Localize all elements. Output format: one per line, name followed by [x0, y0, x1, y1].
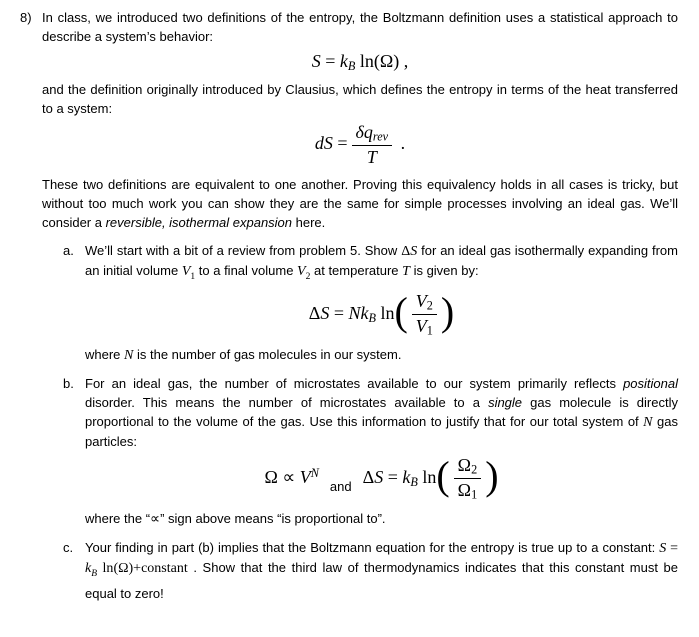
var-N: N — [643, 414, 653, 430]
part-c-text — [85, 538, 678, 603]
subscript-1: 1 — [190, 271, 196, 282]
equation — [314, 121, 406, 168]
text-run: For an ideal gas, the number of microstates available to our system primarily reflects — [85, 375, 624, 391]
delta-symbol: Δ — [308, 302, 321, 323]
text-run: is given by: — [409, 262, 479, 278]
subscript-B: B — [347, 58, 356, 73]
emphasis-single: single — [488, 394, 523, 410]
text-run: Your finding in part (b) implies that the Boltzmann equation for the entropy is true up to a constant: — [85, 540, 660, 556]
subscript-1: 1 — [471, 487, 478, 502]
delta-symbol: Δ — [401, 243, 411, 259]
var-omega: Ω — [264, 467, 278, 488]
right-paren: ) — [485, 453, 499, 499]
text-run: gas molecule is directly proportional to the volume of the gas. Use this information to justify that for our total system of — [85, 394, 678, 429]
text-run: where the “ — [85, 511, 151, 527]
left-paren: ( — [394, 288, 408, 334]
part-a-where-text — [85, 345, 678, 365]
var-S: S — [374, 467, 384, 488]
part-c — [63, 538, 678, 603]
subscript-B: B — [91, 568, 98, 579]
constant-word: constant — [141, 561, 188, 577]
fraction-denominator — [412, 315, 437, 338]
equals-sign: = — [670, 541, 678, 557]
ln-operator: ln — [102, 561, 114, 577]
part-c-body — [85, 538, 678, 603]
clausius-equation — [42, 123, 678, 168]
text-run: These two definitions are equivalent to one another. Proving this equivalency holds in all cases is tricky, but without too much work you can show they are the same for simple processes involving an ideal gas. We’ll consider a — [42, 176, 678, 230]
equation — [308, 288, 455, 338]
emphasis-reversible-isothermal: reversible, isothermal expansion — [105, 214, 293, 230]
emphasis-positional: positional — [623, 375, 678, 391]
problem-body — [42, 8, 678, 603]
trailing-period: . — [400, 133, 406, 154]
ln-operator: ln — [359, 51, 374, 71]
part-b-body — [85, 374, 678, 529]
part-b-equations — [85, 453, 678, 502]
omega-argument: (Ω) — [113, 561, 134, 577]
part-b-text — [85, 374, 678, 451]
fraction-denominator — [454, 479, 482, 502]
inline-math-V1 — [181, 263, 196, 282]
part-b-label: b. — [63, 375, 74, 391]
text-run: In class, we introduced two definitions of the entropy, the Boltzmann definition uses a statistical approach to describe a system’s behavior: — [42, 10, 678, 44]
var-NkB: Nk — [348, 302, 369, 323]
text-run: gas particles: — [85, 413, 678, 449]
equivalence-paragraph — [42, 175, 678, 232]
text-run: is the number of gas molecules in our system. — [133, 346, 402, 362]
trailing-comma: , — [403, 51, 409, 71]
superscript-N: N — [310, 466, 319, 481]
boltzmann-equation — [42, 51, 678, 73]
fraction — [352, 123, 393, 168]
equals-sign: = — [325, 51, 336, 71]
clausius-paragraph — [42, 80, 678, 118]
intro-paragraph — [42, 8, 678, 46]
text-run: ” sign above means “is proportional to”. — [160, 511, 386, 527]
var-omega: Ω — [379, 51, 394, 71]
fraction — [454, 456, 482, 502]
part-a-label: a. — [63, 242, 74, 258]
var-S: S — [659, 541, 667, 557]
var-delta-q: δq — [355, 121, 373, 142]
subscript-B: B — [410, 474, 418, 489]
var-k: k — [339, 51, 348, 71]
subscript-rev: rev — [372, 129, 389, 144]
inline-math-delta-S — [401, 244, 417, 259]
subscript-1: 1 — [426, 323, 433, 338]
text-run: where — [85, 346, 125, 362]
right-paren: ) — [440, 288, 455, 334]
text-run: at temperature — [310, 262, 403, 278]
problem-number: 8) — [20, 10, 32, 25]
text-run: disorder. This means the number of microstates available to a — [85, 394, 489, 410]
text-run: for an ideal gas isothermally expanding from an initial volume — [85, 242, 678, 278]
var-V: V — [415, 290, 427, 311]
equals-sign: = — [337, 133, 348, 154]
subscript-2: 2 — [426, 298, 433, 313]
delta-symbol: Δ — [362, 467, 375, 488]
entropy-volume-equation — [85, 288, 678, 338]
part-a-body — [85, 241, 678, 365]
part-b-where-text — [85, 509, 678, 529]
left-paren: ( — [373, 51, 380, 71]
var-T: T — [366, 147, 377, 168]
var-k: k — [85, 561, 92, 577]
text-run: to a final volume — [195, 262, 298, 278]
and-connector: and — [329, 479, 352, 495]
fraction — [412, 292, 437, 338]
var-k: k — [402, 467, 411, 488]
ln-operator: ln — [380, 302, 395, 323]
left-paren: ( — [436, 453, 450, 499]
equals-sign: = — [333, 302, 344, 323]
fraction-denominator — [352, 146, 393, 168]
var-V: V — [297, 263, 306, 279]
var-S: S — [311, 51, 321, 71]
plus-sign: + — [133, 561, 142, 577]
proportionality-equation — [264, 467, 318, 487]
equals-sign: = — [387, 467, 398, 488]
part-b — [63, 374, 678, 529]
text-run: We’ll start with a bit of a review from problem 5. Show — [85, 242, 402, 258]
var-omega: Ω — [457, 480, 472, 501]
var-dS: dS — [314, 133, 333, 154]
var-V: V — [181, 263, 191, 279]
part-a-text — [85, 241, 678, 287]
part-a — [63, 241, 678, 365]
var-V: V — [299, 467, 311, 488]
propto-sign: ∝ — [282, 467, 296, 488]
propto-sign: ∝ — [150, 512, 161, 528]
text-run: and the definition originally introduced by Clausius, which defines the entropy in terms of the heat transferred to a system: — [42, 81, 678, 116]
inline-math-V2 — [297, 263, 311, 282]
problem-8 — [20, 8, 678, 603]
text-run: . Show that the third law of thermodynamics indicates that this constant must be equal to zero! — [85, 560, 679, 601]
fraction-numerator — [352, 123, 393, 146]
text-run: here. — [292, 214, 326, 230]
ln-operator: ln — [422, 467, 437, 488]
part-c-label: c. — [63, 540, 74, 556]
entropy-omega-equation — [362, 453, 499, 502]
var-V: V — [415, 315, 427, 336]
fraction-numerator — [412, 292, 437, 315]
subscript-B: B — [368, 310, 376, 325]
var-T: T — [402, 263, 410, 279]
var-omega: Ω — [457, 454, 472, 475]
var-S: S — [410, 243, 418, 259]
right-paren: ) — [393, 51, 400, 71]
var-N: N — [124, 347, 134, 363]
equation — [312, 51, 409, 71]
subscript-2: 2 — [471, 462, 478, 477]
var-S: S — [320, 302, 330, 323]
subscript-2: 2 — [305, 271, 311, 282]
fraction-numerator — [454, 456, 482, 479]
